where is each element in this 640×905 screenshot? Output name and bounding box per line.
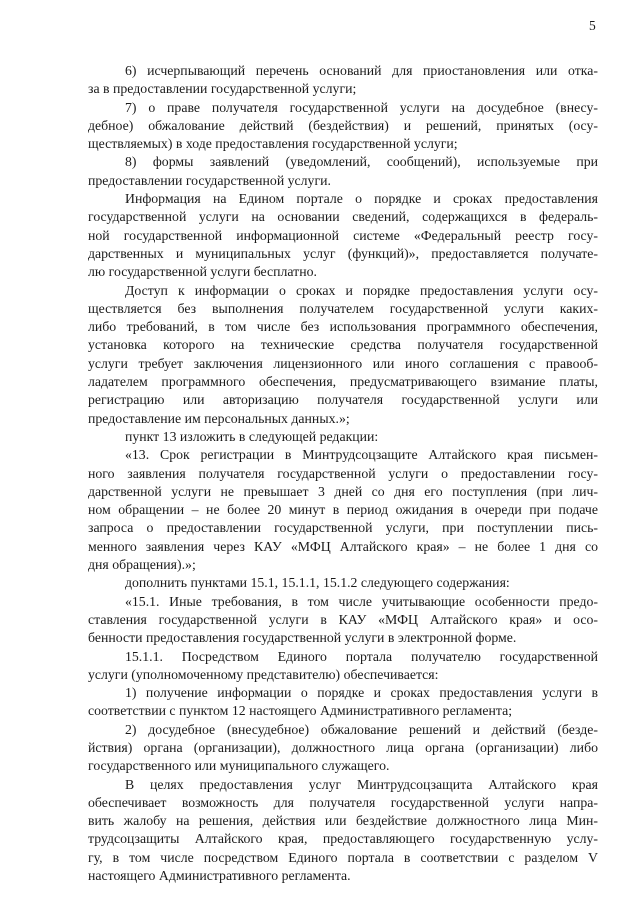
text-line: обеспечивает возможность для получателя государственной услуги напра- xyxy=(88,794,598,810)
text-line: пункт 13 изложить в следующей редакции: xyxy=(125,428,379,444)
text-line: В целях предоставления услуг Минтрудсоцзащита Алтайского края xyxy=(125,776,598,792)
text-line: ществляемых) в ходе предоставления государственной услуги; xyxy=(88,136,458,152)
text-line: государственного или муниципального служащего. xyxy=(88,758,390,774)
text-line: «15.1. Иные требования, в том числе учитывающие особенности предо- xyxy=(125,593,598,609)
text-line: государственной услуги на основании сведений, содержащихся в федераль- xyxy=(88,209,598,225)
text-line: вить жалобу на решения, действия или бездействие должностного лица Мин- xyxy=(88,813,598,829)
text-line: либо требований, в том числе без использования программного обеспечения, xyxy=(88,319,598,335)
text-line: менного заявления через КАУ «МФЦ Алтайского края» – не более 1 дня со xyxy=(88,538,598,554)
text-line: 6) исчерпывающий перечень оснований для приостановления или отка- xyxy=(125,63,598,78)
text-line: гу, в том числе посредством Единого портала в соответствии с разделом V xyxy=(88,849,598,865)
text-line: ной государственной информационной системе «Федеральный реестр госу- xyxy=(88,227,598,243)
text-line: Информация на Едином портале о порядке и сроках предоставления xyxy=(125,191,598,207)
document-body xyxy=(88,62,598,885)
text-line: ществляется без выполнения получателем государственной услуги каких- xyxy=(88,300,598,316)
text-line: 1) получение информации о порядке и сроках предоставления услуги в xyxy=(125,685,598,701)
text-line: предоставление им персональных данных.»; xyxy=(88,410,350,426)
text-line: дебное) обжалование действий (бездействия) и решений, принятых (осу- xyxy=(88,117,598,133)
text-line: дарственных и муниципальных услуг (функций)», предоставляется получате- xyxy=(88,245,598,261)
text-line: ного заявления получателя государственной услуги о предоставлении госу- xyxy=(88,465,598,481)
text-line: бенности предоставления государственной услуги в электронной форме. xyxy=(88,630,517,646)
text-line: трудсоцзащиты Алтайского края, предоставляющего государственную услу- xyxy=(88,831,598,847)
text-line: настоящего Административного регламента. xyxy=(88,868,351,884)
text-line: ставления государственной услуги в КАУ «МФЦ Алтайского края» и осо- xyxy=(88,611,598,627)
text-line: ладателем программного обеспечения, предусматривающего взимание платы, xyxy=(88,374,598,390)
text-line: ном обращении – не более 20 минут в период ожидания в очереди при подаче xyxy=(88,502,598,518)
text-line: лю государственной услуги бесплатно. xyxy=(88,264,317,280)
text-line: регистрацию или авторизацию получателя государственной услуги или xyxy=(88,392,598,408)
text-line: установка которого на технические средства получателя государственной xyxy=(88,337,598,353)
text-line: дополнить пунктами 15.1, 15.1.1, 15.1.2 следующего содержания: xyxy=(125,575,510,591)
text-line: Доступ к информации о сроках и порядке предоставления услуги осу- xyxy=(125,282,598,298)
text-line: 2) досудебное (внесудебное) обжалование решений и действий (безде- xyxy=(125,721,598,737)
text-line: йствия) органа (организации), должностного лица органа (организации) либо xyxy=(88,739,598,755)
text-line: 15.1.1. Посредством Единого портала получателю государственной xyxy=(125,648,598,664)
text-line: услуги требует заключения лицензионного или иного соглашения с правооб- xyxy=(88,355,598,371)
page-number: 5 xyxy=(589,18,596,33)
text-line: услуги (уполномоченному представителю) обеспечивается: xyxy=(88,666,439,682)
text-line: предоставлении государственной услуги. xyxy=(88,172,331,188)
text-line: «13. Срок регистрации в Минтрудсоцзащите Алтайского края письмен- xyxy=(125,447,598,463)
text-line: соответствии с пунктом 12 настоящего Административного регламента; xyxy=(88,703,513,719)
text-line: дня обращения).»; xyxy=(88,557,196,573)
text-line: запроса о предоставлении государственной услуги, при поступлении пись- xyxy=(88,520,598,536)
text-line: за в предоставлении государственной услуги; xyxy=(88,81,357,97)
text-line: 7) о праве получателя государственной услуги на досудебное (внесу- xyxy=(125,99,598,115)
text-line: 8) формы заявлений (уведомлений, сообщений), используемые при xyxy=(125,154,598,170)
text-line: дарственной услуги не превышает 3 дней со дня его поступления (при лич- xyxy=(88,483,598,499)
